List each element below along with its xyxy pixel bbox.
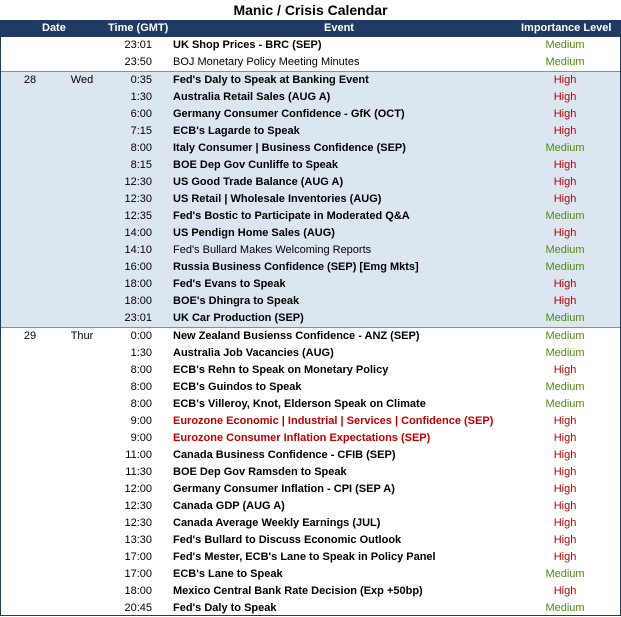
row-importance: Medium <box>545 330 585 342</box>
row-day: Thur <box>70 330 94 342</box>
row-event: Mexico Central Bank Rate Decision (Exp +50bp) <box>173 585 423 597</box>
table-row <box>1 89 620 106</box>
row-event: Eurozone Economic | Industrial | Services | Confidence (SEP) <box>173 415 494 427</box>
row-importance: High <box>553 125 577 137</box>
row-time: 14:00 <box>124 227 152 239</box>
table-row <box>1 600 620 617</box>
column-header-importance: Importance Level <box>521 22 612 34</box>
table-row <box>1 362 620 379</box>
row-event: US Pendign Home Sales (AUG) <box>173 227 335 239</box>
table-row <box>1 549 620 566</box>
table-row <box>1 54 620 71</box>
row-event: Italy Consumer | Business Confidence (SEP) <box>173 142 406 154</box>
row-event: Fed's Bostic to Participate in Moderated Q&A <box>173 210 410 222</box>
row-importance: High <box>553 227 577 239</box>
row-event: Germany Consumer Confidence - GfK (OCT) <box>173 108 405 120</box>
row-time: 1:30 <box>130 347 152 359</box>
row-time: 12:35 <box>124 210 152 222</box>
table-row <box>1 225 620 242</box>
row-event: Fed's Bullard Makes Welcoming Reports <box>173 244 372 256</box>
row-event: UK Car Production (SEP) <box>173 312 304 324</box>
row-event: ECB's Lane to Speak <box>173 568 283 580</box>
table-row <box>1 310 620 327</box>
row-time: 12:30 <box>124 517 152 529</box>
row-importance: Medium <box>545 244 585 256</box>
row-time: 13:30 <box>124 534 152 546</box>
table-row <box>1 157 620 174</box>
row-event: Germany Consumer Inflation - CPI (SEP A) <box>173 483 395 495</box>
row-time: 7:15 <box>130 125 152 137</box>
row-importance: High <box>553 176 577 188</box>
row-time: 14:10 <box>124 244 152 256</box>
row-time: 20:45 <box>124 602 152 614</box>
table-row <box>1 174 620 191</box>
row-time: 12:30 <box>124 500 152 512</box>
row-event: ECB's Lagarde to Speak <box>173 125 300 137</box>
row-importance: Medium <box>545 56 585 68</box>
row-time: 18:00 <box>124 295 152 307</box>
table-row <box>1 345 620 362</box>
table-row <box>1 327 620 345</box>
table-row <box>1 532 620 549</box>
row-event: Australia Job Vacancies (AUG) <box>173 347 334 359</box>
row-importance: Medium <box>545 261 585 273</box>
row-event: ECB's Guindos to Speak <box>173 381 302 393</box>
row-time: 9:00 <box>130 415 152 427</box>
row-time: 11:30 <box>125 466 152 478</box>
row-time: 8:00 <box>130 142 152 154</box>
table-row <box>1 71 620 89</box>
table-row <box>1 379 620 396</box>
row-importance: High <box>553 159 577 171</box>
row-time: 12:00 <box>124 483 152 495</box>
row-time: 23:50 <box>124 56 152 68</box>
row-importance: High <box>553 483 577 495</box>
row-event: Canada GDP (AUG A) <box>173 500 285 512</box>
table-row <box>1 293 620 310</box>
row-importance: Medium <box>545 398 585 410</box>
row-importance: Medium <box>545 312 585 324</box>
row-importance: High <box>553 585 577 597</box>
row-importance: High <box>553 295 577 307</box>
row-time: 8:00 <box>130 364 152 376</box>
row-time: 0:35 <box>130 74 152 86</box>
table-row <box>1 464 620 481</box>
row-event: BOJ Monetary Policy Meeting Minutes <box>173 56 360 68</box>
row-importance: Medium <box>545 381 585 393</box>
table-row <box>1 583 620 600</box>
table-row <box>1 208 620 225</box>
row-event: Canada Average Weekly Earnings (JUL) <box>173 517 381 529</box>
row-importance: Medium <box>545 347 585 359</box>
table-row <box>1 276 620 293</box>
calendar-table <box>0 37 621 616</box>
row-event: BOE Dep Gov Cunliffe to Speak <box>173 159 339 171</box>
table-row <box>1 259 620 276</box>
row-time: 8:15 <box>130 159 152 171</box>
table-row <box>1 430 620 447</box>
row-time: 1:30 <box>130 91 152 103</box>
table-row <box>1 566 620 583</box>
row-event: Canada Business Confidence - CFIB (SEP) <box>173 449 396 461</box>
table-row <box>1 396 620 413</box>
row-time: 9:00 <box>130 432 152 444</box>
row-importance: High <box>553 415 577 427</box>
row-event: UK Shop Prices - BRC (SEP) <box>173 39 322 51</box>
row-event: Fed's Bullard to Discuss Economic Outlook <box>173 534 402 546</box>
row-importance: Medium <box>545 602 585 614</box>
row-time: 17:00 <box>124 568 152 580</box>
row-time: 12:30 <box>124 193 152 205</box>
row-time: 8:00 <box>130 398 152 410</box>
row-importance: Medium <box>545 142 585 154</box>
row-importance: High <box>553 551 577 563</box>
row-importance: High <box>553 108 577 120</box>
table-row <box>1 106 620 123</box>
column-header-time: Time (GMT) <box>108 22 169 34</box>
row-event: ECB's Villeroy, Knot, Elderson Speak on Climate <box>173 398 426 410</box>
row-time: 17:00 <box>124 551 152 563</box>
table-row <box>1 498 620 515</box>
row-day: Wed <box>70 74 94 86</box>
table-row <box>1 413 620 430</box>
column-header-event: Event <box>324 22 354 34</box>
table-row <box>1 242 620 259</box>
row-importance: High <box>553 517 577 529</box>
row-importance: High <box>553 534 577 546</box>
row-importance: High <box>553 466 577 478</box>
row-importance: Medium <box>545 39 585 51</box>
row-time: 11:00 <box>125 449 152 461</box>
row-importance: High <box>553 91 577 103</box>
row-time: 16:00 <box>124 261 152 273</box>
row-time: 8:00 <box>130 381 152 393</box>
row-event: Eurozone Consumer Inflation Expectations (SEP) <box>173 432 431 444</box>
row-time: 18:00 <box>124 278 152 290</box>
row-importance: High <box>553 278 577 290</box>
row-event: Fed's Evans to Speak <box>173 278 286 290</box>
row-importance: High <box>553 500 577 512</box>
row-importance: High <box>553 193 577 205</box>
column-header-date: Date <box>42 22 66 34</box>
row-event: US Good Trade Balance (AUG A) <box>173 176 344 188</box>
row-event: Australia Retail Sales (AUG A) <box>173 91 331 103</box>
table-row <box>1 481 620 498</box>
table-row <box>1 123 620 140</box>
row-time: 23:01 <box>124 39 152 51</box>
table-row <box>1 191 620 208</box>
row-importance: Medium <box>545 568 585 580</box>
row-event: Russia Business Confidence (SEP) [Emg Mkts] <box>173 261 419 273</box>
row-event: US Retail | Wholesale Inventories (AUG) <box>173 193 382 205</box>
table-row <box>1 447 620 464</box>
table-header <box>0 20 621 37</box>
row-event: New Zealand Busienss Confidence - ANZ (SEP) <box>173 330 420 342</box>
table-row <box>1 140 620 157</box>
row-importance: High <box>553 449 577 461</box>
row-time: 23:01 <box>124 312 152 324</box>
row-importance: Medium <box>545 210 585 222</box>
row-event: Fed's Daly to Speak <box>173 602 277 614</box>
row-date: 29 <box>23 330 37 342</box>
row-event: BOE Dep Gov Ramsden to Speak <box>173 466 347 478</box>
row-event: Fed's Daly to Speak at Banking Event <box>173 74 369 86</box>
page-title: Manic / Crisis Calendar <box>233 2 388 18</box>
table-row <box>1 37 620 54</box>
row-time: 12:30 <box>124 176 152 188</box>
row-time: 0:00 <box>130 330 152 342</box>
row-time: 6:00 <box>130 108 152 120</box>
row-importance: High <box>553 432 577 444</box>
row-importance: High <box>553 74 577 86</box>
table-row <box>1 515 620 532</box>
row-importance: High <box>553 364 577 376</box>
row-event: BOE's Dhingra to Speak <box>173 295 300 307</box>
row-time: 18:00 <box>124 585 152 597</box>
row-event: ECB's Rehn to Speak on Monetary Policy <box>173 364 389 376</box>
row-event: Fed's Mester, ECB's Lane to Speak in Policy Panel <box>173 551 436 563</box>
row-date: 28 <box>23 74 37 86</box>
